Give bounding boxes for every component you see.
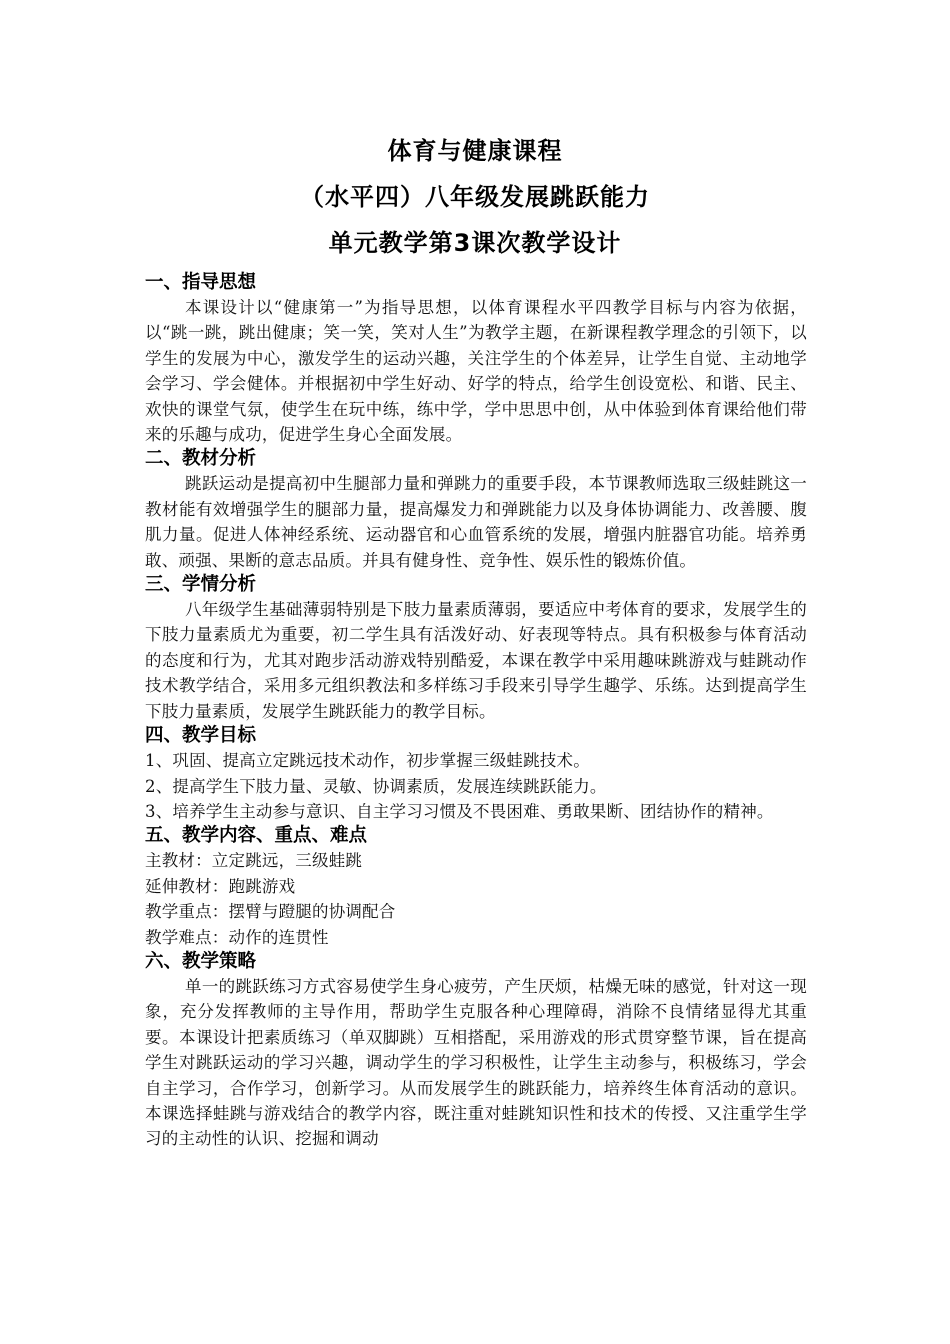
section-heading-teaching-content: 五、教学内容、重点、难点 [145, 825, 368, 847]
content-item: 延伸教材：跑跳游戏 [145, 876, 296, 896]
title-block [0, 128, 950, 266]
section-heading-teaching-objectives: 四、教学目标 [145, 725, 257, 747]
section-paragraph-material-analysis: 跳跃运动是提高初中生腿部力量和弹跳力的重要手段，本节课教师选取三级蛙跳这一教材能有效增强学生的腿部力量，提高爆发力和弹跳能力以及身体协调能力、改善腰、腹肌力量。促进人体神经系统、运动器官和心血管系统的发展，增强内脏器官功能。培养勇敢、顽强、果断的意志品质。并具有健身性、竞争性、娱乐性的锻炼价值。 [145, 474, 807, 570]
section-paragraph-student-analysis: 八年级学生基础薄弱特别是下肢力量素质薄弱，要适应中考体育的要求，发展学生的下肢力量素质尤为重要，初二学生具有活泼好动、好表现等特点。具有积极参与体育活动的态度和行为，尤其对跑步活动游戏特别酷爱，本课在教学中采用趣味跳游戏与蛙跳动作技术教学结合，采用多元组织教法和多样练习手段来引导学生趣学、乐练。达到提高学生下肢力量素质，发展学生跳跃能力的教学目标。 [145, 600, 807, 721]
section-heading-material-analysis: 二、教材分析 [145, 448, 257, 470]
document-subtitle: （水平四）八年级发展跳跃能力 [300, 183, 650, 211]
document-subtitle-2: 单元教学第3课次教学设计 [328, 229, 622, 257]
document-body [145, 271, 807, 1152]
document-title: 体育与健康课程 [387, 137, 563, 165]
content-item: 主教材：立定跳远，三级蛙跳 [145, 851, 363, 871]
section-paragraph-guiding-ideology: 本课设计以“健康第一”为指导思想，以体育课程水平四教学目标与内容为依据，以“跳一跳，跳出健康；笑一笑，笑对人生”为教学主题，在新课程教学理念的引领下，以学生的发展为中心，激发学生的运动兴趣，关注学生的个体差异，让学生自觉、主动地学会学习、学会健体。并根据初中学生好动、好学的特点，给学生创设宽松、和谐、民主、欢快的课堂气氛，使学生在玩中练，练中学，学中思思中创，从中体验到体育课给他们带来的乐趣与成功，促进学生身心全面发展。 [145, 298, 807, 445]
objective-item: 3、培养学生主动参与意识、自主学习习惯及不畏困难、勇敢果断、团结协作的精神。 [145, 801, 774, 821]
section-heading-guiding-ideology: 一、指导思想 [145, 272, 257, 293]
section-heading-student-analysis: 三、学情分析 [145, 574, 257, 596]
section-paragraph-teaching-strategy: 单一的跳跃练习方式容易使学生身心疲劳，产生厌烦，枯燥无味的感觉，针对这一现象，充分发挥教师的主导作用，帮助学生克服各种心理障碍，消除不良情绪显得尤其重要。本课设计把素质练习（单双脚跳）互相搭配，采用游戏的形式贯穿整节课，旨在提高学生对跳跃运动的学习兴趣，调动学生的学习积极性，让学生主动参与，积极练习，学会自主学习，合作学习，创新学习。从而发展学生的跳跃能力，培养终生体育活动的意识。本课选择蛙跳与游戏结合的教学内容，既注重对蛙跳知识性和技术的传授、又注重学生学习的主动性的认识、挖掘和调动 [145, 976, 807, 1149]
objective-item: 2、提高学生下肢力量、灵敏、协调素质，发展连续跳跃能力。 [145, 776, 607, 796]
content-item: 教学难点：动作的连贯性 [145, 927, 329, 947]
section-heading-teaching-strategy: 六、教学策略 [145, 950, 257, 972]
objective-item: 1、巩固、提高立定跳远技术动作，初步掌握三级蛙跳技术。 [145, 751, 590, 771]
content-item: 教学重点：摆臂与蹬腿的协调配合 [145, 902, 396, 922]
